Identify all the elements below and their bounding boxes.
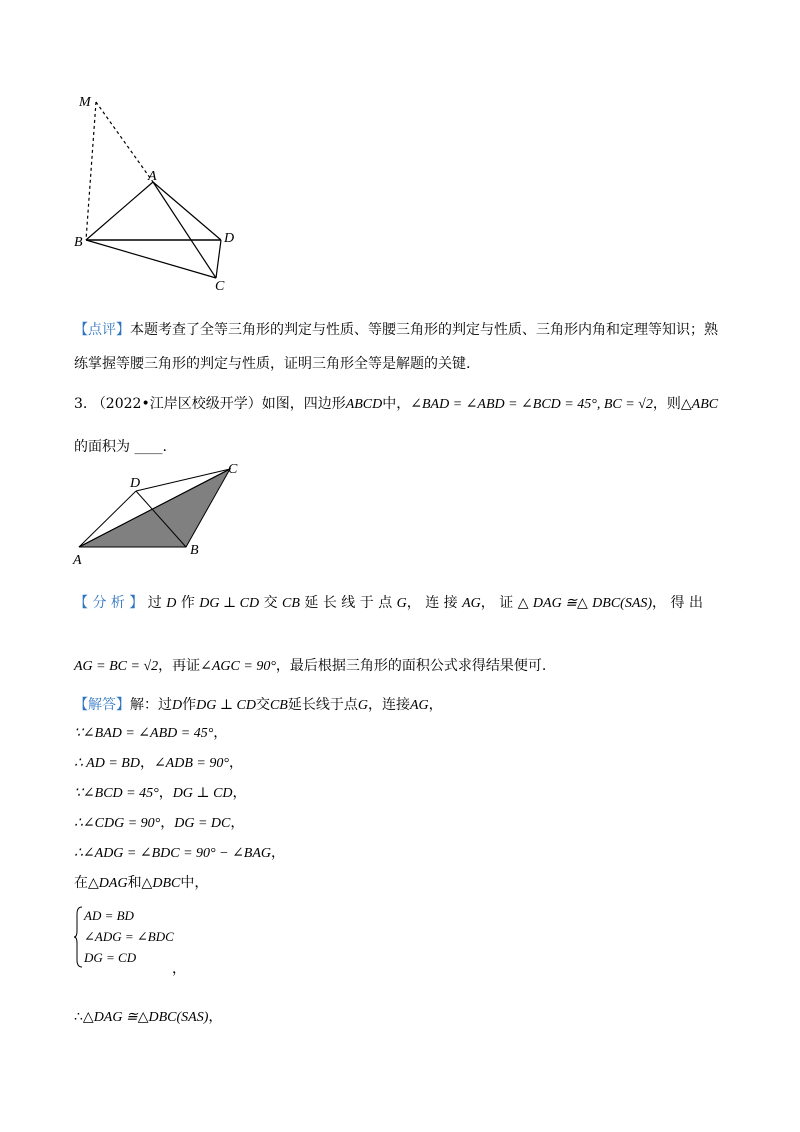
label-D: D bbox=[224, 231, 235, 246]
analysis-text: 作 bbox=[176, 595, 200, 611]
solution-text: 在△ bbox=[74, 875, 99, 891]
solution-text: 和△ bbox=[127, 875, 153, 891]
system-comma: ， bbox=[172, 961, 186, 977]
solution-line-1 bbox=[74, 694, 443, 717]
problem-mid: 中， bbox=[382, 396, 411, 412]
solution-line-8 bbox=[74, 1006, 222, 1029]
figure-2-svg bbox=[70, 460, 250, 570]
analysis-text: △ bbox=[576, 595, 593, 611]
solution-math: DG ⊥ CD bbox=[172, 786, 233, 801]
solution-text: ， bbox=[428, 697, 443, 713]
figure-2 bbox=[70, 460, 250, 570]
figure-1 bbox=[70, 90, 250, 300]
solution-line-6 bbox=[74, 842, 285, 865]
label-M: M bbox=[79, 95, 91, 110]
solution-text: 作 bbox=[182, 697, 197, 713]
analysis-line-2 bbox=[74, 655, 546, 678]
analysis-math: DAG ≅ bbox=[532, 596, 577, 611]
solution-math: ∴∠CDG = 90° bbox=[74, 816, 161, 831]
analysis-math: DBC(SAS) bbox=[592, 596, 653, 611]
segment-AD bbox=[153, 182, 221, 240]
problem-tail: ，则△ bbox=[652, 396, 692, 412]
solution-line-2 bbox=[74, 722, 227, 745]
solution-math: ∴∠ADG = ∠BDC = 90° − ∠BAG bbox=[74, 846, 272, 861]
solution-math: ∵∠BAD = ∠ABD = 45° bbox=[74, 726, 214, 741]
review-text-1: 本题考查了全等三角形的判定与性质、等腰三角形的判定与性质、三角形内角和定理等知识；熟 bbox=[130, 322, 718, 338]
label-C: C bbox=[215, 279, 225, 294]
solution-text: ， bbox=[271, 845, 286, 861]
review-line-1 bbox=[74, 319, 718, 341]
label-B: B bbox=[190, 543, 199, 558]
solution-text: ，连接 bbox=[367, 697, 410, 713]
solution-math: DG = DC bbox=[174, 816, 231, 831]
analysis-text: 延 长 线 于 点 bbox=[299, 595, 397, 611]
segment-BC bbox=[86, 240, 216, 278]
solution-math: CB bbox=[269, 698, 288, 713]
problem-quad: ABCD bbox=[345, 397, 383, 412]
label-C: C bbox=[228, 462, 238, 477]
problem-condition: ∠BAD = ∠ABD = ∠BCD = 45°, BC = √2 bbox=[410, 397, 653, 412]
analysis-text: ，再证 bbox=[158, 658, 201, 674]
analysis-text: ， 得 出 bbox=[652, 595, 703, 611]
solution-tag: 【解答】 bbox=[74, 697, 130, 713]
analysis-text: ，最后根据三角形的面积公式求得结果便可. bbox=[275, 658, 547, 674]
solution-text: ， bbox=[139, 755, 154, 771]
review-tag: 【点评】 bbox=[74, 322, 130, 338]
solution-text: ∴△ bbox=[74, 1009, 94, 1025]
segment-MB bbox=[86, 102, 96, 240]
solution-math: G bbox=[357, 698, 368, 713]
review-line-2: 练掌握等腰三角形的判定与性质，证明三角形全等是解题的关键. bbox=[74, 356, 471, 372]
label-A: A bbox=[73, 553, 82, 568]
analysis-text: 交 bbox=[259, 595, 283, 611]
solution-math: DG ⊥ CD bbox=[196, 698, 256, 713]
solution-text: 解：过 bbox=[130, 697, 172, 713]
analysis-line-1 bbox=[74, 592, 703, 615]
figure-1-svg bbox=[70, 90, 250, 300]
solution-line-7 bbox=[74, 872, 208, 895]
analysis-math: AG bbox=[462, 596, 481, 611]
segment-DC bbox=[216, 240, 221, 278]
solution-math: DBC bbox=[152, 876, 181, 891]
analysis-math: AG = BC = √2 bbox=[74, 659, 159, 674]
problem-source: （2022•江岸区校级开学）如图，四边形 bbox=[91, 396, 346, 412]
label-D: D bbox=[130, 476, 141, 491]
solution-text: ， bbox=[160, 815, 175, 831]
solution-math: D bbox=[172, 698, 183, 713]
analysis-math: G bbox=[396, 596, 407, 611]
problem-3-line-1 bbox=[74, 393, 718, 416]
analysis-tag: 【 分 析 】 bbox=[74, 595, 144, 611]
analysis-math: ∠AGC = 90° bbox=[200, 659, 276, 674]
segment-AB bbox=[86, 182, 153, 240]
solution-text: ， bbox=[213, 725, 228, 741]
problem-3-line-2: 的面积为 ____. bbox=[74, 439, 167, 455]
solution-math: ∠ADB = 90° bbox=[153, 756, 229, 771]
solution-text: 延长线于点 bbox=[287, 697, 358, 713]
analysis-math: DG ⊥ CD bbox=[199, 596, 260, 611]
system-brace bbox=[74, 906, 84, 968]
label-A: A bbox=[148, 169, 157, 184]
solution-text: ， bbox=[228, 755, 243, 771]
solution-line-5 bbox=[74, 812, 244, 835]
segment-MA bbox=[96, 102, 153, 182]
analysis-text: ， 证 △ bbox=[480, 595, 533, 611]
solution-math: DBC(SAS) bbox=[148, 1010, 209, 1025]
problem-tri: ABC bbox=[691, 397, 719, 412]
solution-math: AG bbox=[409, 698, 429, 713]
solution-text: 中， bbox=[180, 875, 209, 891]
solution-text: ， bbox=[158, 785, 173, 801]
problem-number: 3. bbox=[74, 396, 88, 412]
system-line-3: DG = CD bbox=[84, 950, 137, 965]
solution-math: DAG ≅ bbox=[93, 1010, 138, 1025]
solution-text: ， bbox=[208, 1009, 223, 1025]
solution-text: △ bbox=[137, 1009, 149, 1025]
analysis-math: CB bbox=[282, 596, 300, 611]
solution-math: ∵∠BCD = 45° bbox=[74, 786, 159, 801]
solution-text: ， bbox=[230, 815, 245, 831]
solution-text: ， bbox=[232, 785, 247, 801]
analysis-math: D bbox=[166, 596, 177, 611]
label-B: B bbox=[74, 235, 83, 250]
solution-math: DAG bbox=[98, 876, 128, 891]
analysis-text: 过 bbox=[143, 595, 167, 611]
system-line-1: AD = BD bbox=[84, 908, 134, 923]
solution-text: 交 bbox=[255, 697, 270, 713]
solution-line-4 bbox=[74, 782, 247, 805]
segment-AC bbox=[153, 182, 216, 278]
solution-line-3 bbox=[74, 752, 243, 775]
analysis-text: ， 连 接 bbox=[406, 595, 463, 611]
system-line-2: ∠ADG = ∠BDC bbox=[84, 929, 174, 944]
solution-math: ∴ AD = BD bbox=[74, 756, 140, 771]
